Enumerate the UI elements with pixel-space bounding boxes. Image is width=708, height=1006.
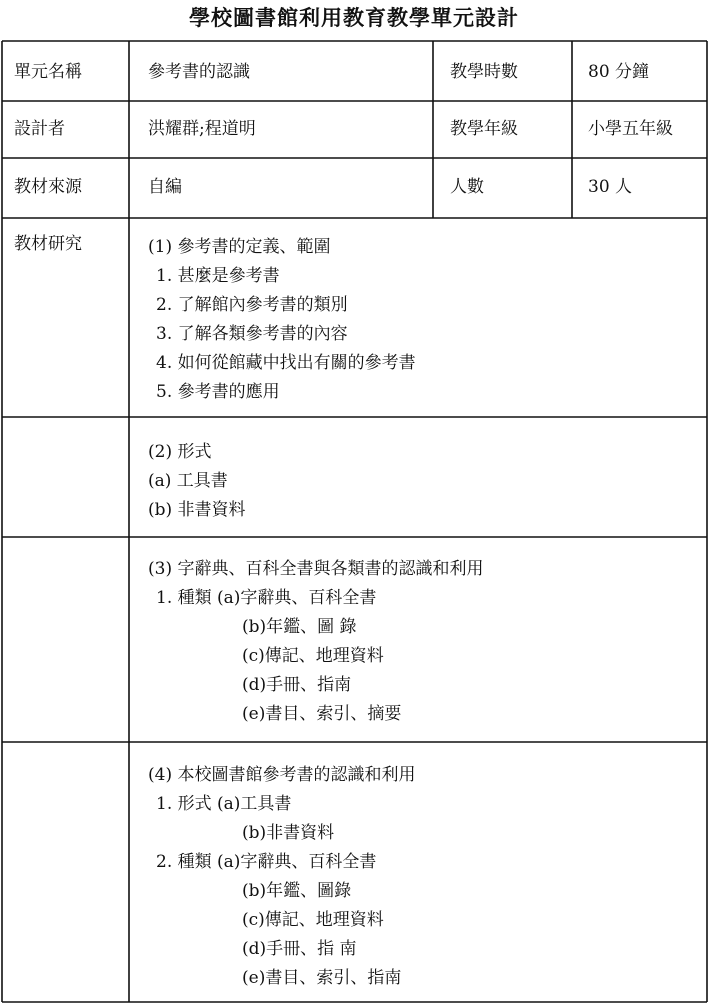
section-line: (e)書目、索引、指南 <box>242 968 402 988</box>
section-line: (b)年鑑、圖錄 <box>242 881 352 901</box>
value-teaching-hours: 80 分鐘 <box>588 62 650 82</box>
section-line: (d)手冊、指南 <box>242 675 352 695</box>
value-material-source: 自編 <box>148 177 182 197</box>
section-line: (b)年鑑、圖 錄 <box>242 617 357 637</box>
label-material-source: 教材來源 <box>14 177 82 197</box>
section-line: (2) 形式 <box>148 442 212 462</box>
section-line: (c)傳記、地理資料 <box>242 910 384 930</box>
section-line: 5. 參考書的應用 <box>156 382 280 402</box>
section-line: 1. 種類 (a)字辭典、百科全書 <box>156 588 377 608</box>
label-unit-name: 單元名稱 <box>14 62 82 82</box>
section-line: (a) 工具書 <box>148 471 228 491</box>
value-designer: 洪耀群;程道明 <box>148 119 256 139</box>
section-line: 1. 形式 (a)工具書 <box>156 794 292 814</box>
value-headcount: 30 人 <box>588 177 633 197</box>
section-line: 2. 種類 (a)字辭典、百科全書 <box>156 852 377 872</box>
document-title: 學校圖書館利用教育教學單元設計 <box>189 6 519 30</box>
section-line: (b)非書資料 <box>242 823 335 843</box>
label-teaching-hours: 教學時數 <box>450 62 518 82</box>
label-grade: 教學年級 <box>450 119 518 139</box>
section-line: (c)傳記、地理資料 <box>242 646 384 666</box>
section-line: (3) 字辭典、百科全書與各類書的認識和利用 <box>148 559 484 579</box>
section-line: 4. 如何從館藏中找出有關的參考書 <box>156 353 416 373</box>
section-line: 3. 了解各類參考書的內容 <box>156 324 348 344</box>
label-material-research: 教材研究 <box>14 234 82 254</box>
section-line: (e)書目、索引、摘要 <box>242 704 402 724</box>
section-line: 2. 了解館內參考書的類別 <box>156 295 348 315</box>
section-line: (b) 非書資料 <box>148 500 246 520</box>
label-designer: 設計者 <box>14 119 65 139</box>
section-line: (d)手冊、指 南 <box>242 939 357 959</box>
label-headcount: 人數 <box>450 177 484 197</box>
section-line: (1) 參考書的定義、範圍 <box>148 237 331 257</box>
value-unit-name: 參考書的認識 <box>148 62 250 82</box>
value-grade: 小學五年級 <box>588 119 673 139</box>
section-line: (4) 本校圖書館參考書的認識和利用 <box>148 765 416 785</box>
section-line: 1. 甚麼是參考書 <box>156 266 280 286</box>
